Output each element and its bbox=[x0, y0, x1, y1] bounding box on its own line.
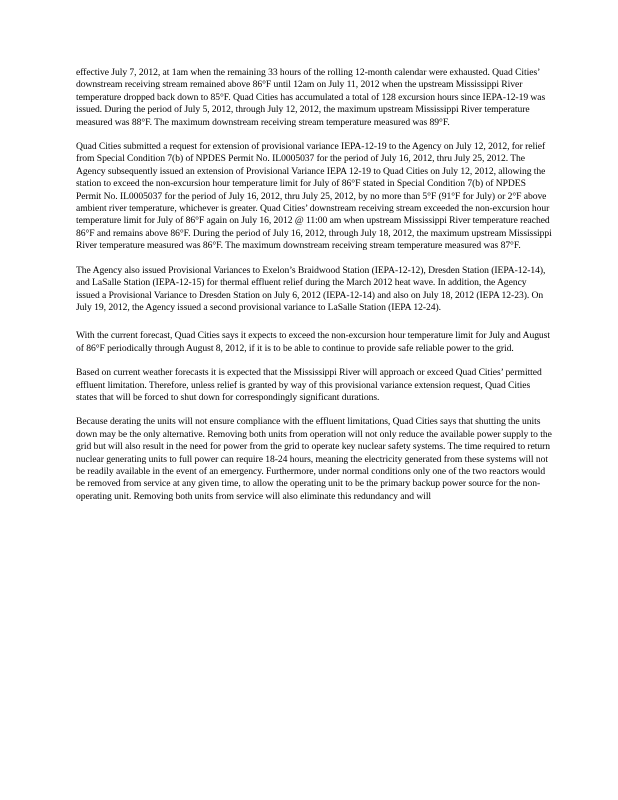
paragraph-current-forecast: With the current forecast, Quad Cities says it expects to exceed the non-excursion hour temperature limit for July and August of 86°F periodically through August 8, 2012, if it is to be able to continue to provide safe reliable power to the grid. bbox=[76, 330, 550, 354]
paragraph-spacer bbox=[76, 314, 552, 330]
paragraph-weather-forecast: Based on current weather forecasts it is expected that the Mississippi River will approach or exceed Quad Cities’ permitted effluent limitation. Therefore, unless relief is granted by way of this provisional variance extension request, Quad Cities states that will be forced to shut down for correspondingly significant durations. bbox=[76, 367, 542, 403]
paragraph-derating-units: Because derating the units will not ensure compliance with the effluent limitations, Quad Cities says that shutting the units down may be the only alternative. Removing both units from operation will not only reduce the available power supply to the grid but will also result in the need for power from the grid to operate key nuclear safety systems. The time required to return nuclear generating units to full power can require 18-24 hours, meaning the electricity generated from these systems will not be readily available in the event of an emergency. Furthermore, under normal conditions only one of the two reactors would be removed from service at any given time, to allow the operating unit to be the primary backup power source for the non-operating unit. Removing both units from service will also eliminate this redundancy and will bbox=[76, 416, 552, 502]
paragraph-extension-request: Quad Cities submitted a request for extension of provisional variance IEPA-12-19 to the Agency on July 12, 2012, for relief from Special Condition 7(b) of NPDES Permit No. IL0005037 for the period of July 16, 2012, thru July 25, 2012. The Agency subsequently issued an extension of Provisional Variance IEPA 12-19 to Quad Cities on July 12, 2012, allowing the station to exceed the non-excursion hour temperature limit for July of 86°F stated in Special Condition 7(b) of NPDES Permit No. IL0005037 for the period of July 16, 2012, thru July 25, 2012, by no more than 5°F (91°F for July) or 2°F above ambient river temperature, whichever is greater. Quad Cities’ downstream receiving stream exceeded the non-excursion hour temperature limit for July of 86°F again on July 16, 2012 @ 11:00 am when upstream Mississippi River temperature reached 86°F and remains above 86°F. During the period of July 16, 2012, through July 18, 2012, the maximum upstream Mississippi River temperature measured was 86°F. The maximum downstream receiving stream temperature measured was 87°F. bbox=[76, 141, 552, 252]
paragraph-spacer bbox=[76, 355, 552, 367]
paragraph-other-variances: The Agency also issued Provisional Variances to Exelon’s Braidwood Station (IEPA-12-12), Dresden Station (IEPA-12-14), and LaSalle Station (IEPA-12-15) for thermal effluent relief during the March 2012 heat wave. In addition, the Agency issued a Provisional Variance to Dresden Station on July 6, 2012 (IEPA-12-14) and also on July 18, 2012 (IEPA 12-23). On July 19, 2012, the Agency issued a second provisional variance to LaSalle Station (IEPA 12-24). bbox=[76, 264, 546, 313]
paragraph-spacer bbox=[76, 129, 552, 141]
document-body bbox=[76, 67, 552, 503]
paragraph-excursion-hours: effective July 7, 2012, at 1am when the remaining 33 hours of the rolling 12-month calendar were exhausted. Quad Cities’ downstream receiving stream remained above 86°F until 12am on July 11, 2012 when the upstream Mississippi River temperature dropped back down to 85°F. Quad Cities has accumulated a total of 128 excursion hours since IEPA-12-19 was issued. During the period of July 5, 2012, through July 12, 2012, the maximum upstream Mississippi River temperature measured was 88°F. The maximum downstream receiving stream temperature measured was 89°F. bbox=[76, 67, 546, 128]
paragraph-spacer bbox=[76, 404, 552, 416]
paragraph-spacer bbox=[76, 253, 552, 265]
